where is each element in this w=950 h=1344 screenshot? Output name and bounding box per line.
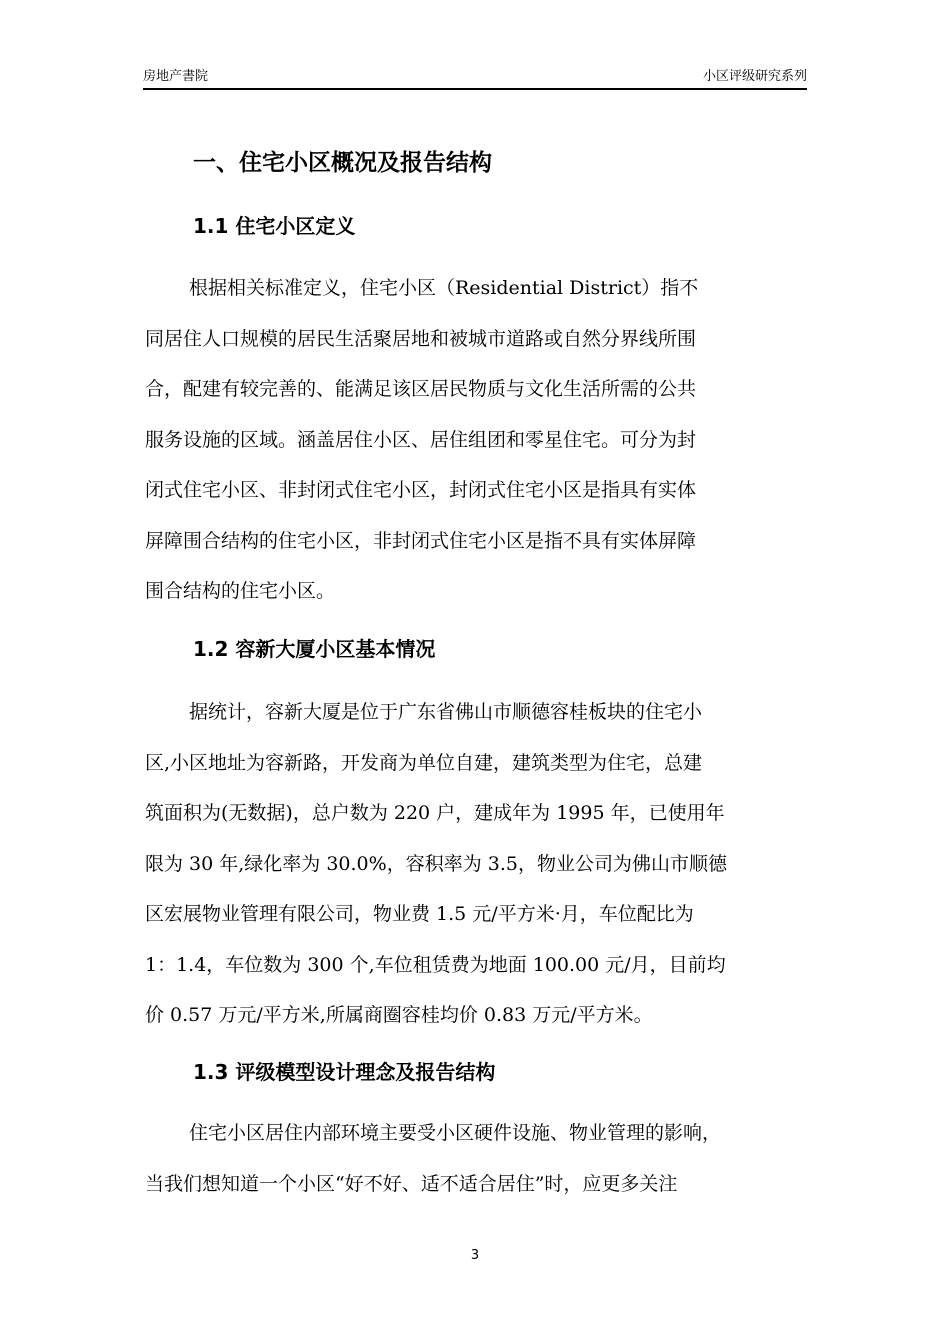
paragraph-basic-info	[145, 687, 807, 1041]
text-line: 合，配建有较完善的、能满足该区居民物质与文化生活所需的公共	[145, 378, 697, 400]
text-line: 当我们想知道一个小区“好不好、适不适合居住”时，应更多关注	[145, 1172, 678, 1195]
text-line: 1：1.4，车位数为 300 个,车位租赁费为地面 100.00 元/月，目前均	[145, 953, 726, 976]
text-line: 区,小区地址为容新路，开发商为单位自建，建筑类型为住宅，总建	[145, 751, 703, 774]
section-title: 一、住宅小区概况及报告结构	[193, 150, 492, 176]
text-line: 同居住人口规模的居民生活聚居地和被城市道路或自然分界线所围	[145, 327, 697, 350]
text-line: 限为 30 年,绿化率为 30.0%，容积率为 3.5，物业公司为佛山市顺德	[145, 852, 727, 875]
text-line: 区宏展物业管理有限公司，物业费 1.5 元/平方米·月，车位配比为	[145, 903, 694, 925]
text-line: 住宅小区居住内部环境主要受小区硬件设施、物业管理的影响，	[189, 1122, 722, 1144]
page-number: 3	[470, 1248, 480, 1263]
header-publisher: 房地产書院	[143, 69, 209, 84]
text-line: 围合结构的住宅小区。	[145, 580, 336, 602]
subsection-title-1-2: 1.2 容新大厦小区基本情况	[193, 637, 436, 661]
text-line: 价 0.57 万元/平方米,所属商圈容桂均价 0.83 万元/平方米。	[145, 1004, 653, 1026]
text-line: 根据相关标准定义，住宅小区（Residential District）指不	[189, 277, 699, 299]
page-header	[143, 66, 807, 90]
text-line: 屏障围合结构的住宅小区，非封闭式住宅小区是指不具有实体屏障	[145, 529, 697, 552]
paragraph-model-design	[145, 1108, 807, 1209]
header-series: 小区评级研究系列	[702, 69, 807, 84]
subsection-title-1-3: 1.3 评级模型设计理念及报告结构	[193, 1060, 496, 1084]
text-line: 筑面积为(无数据)，总户数为 220 户，建成年为 1995 年，已使用年	[145, 802, 725, 824]
text-line: 服务设施的区域。涵盖居住小区、居住组团和零星住宅。可分为封	[145, 428, 697, 451]
text-line: 据统计，容新大厦是位于广东省佛山市顺德容桂板块的住宅小	[189, 701, 703, 723]
text-line: 闭式住宅小区、非封闭式住宅小区，封闭式住宅小区是指具有实体	[145, 479, 697, 501]
paragraph-definition	[145, 263, 807, 617]
subsection-title-1-1: 1.1 住宅小区定义	[193, 214, 356, 238]
